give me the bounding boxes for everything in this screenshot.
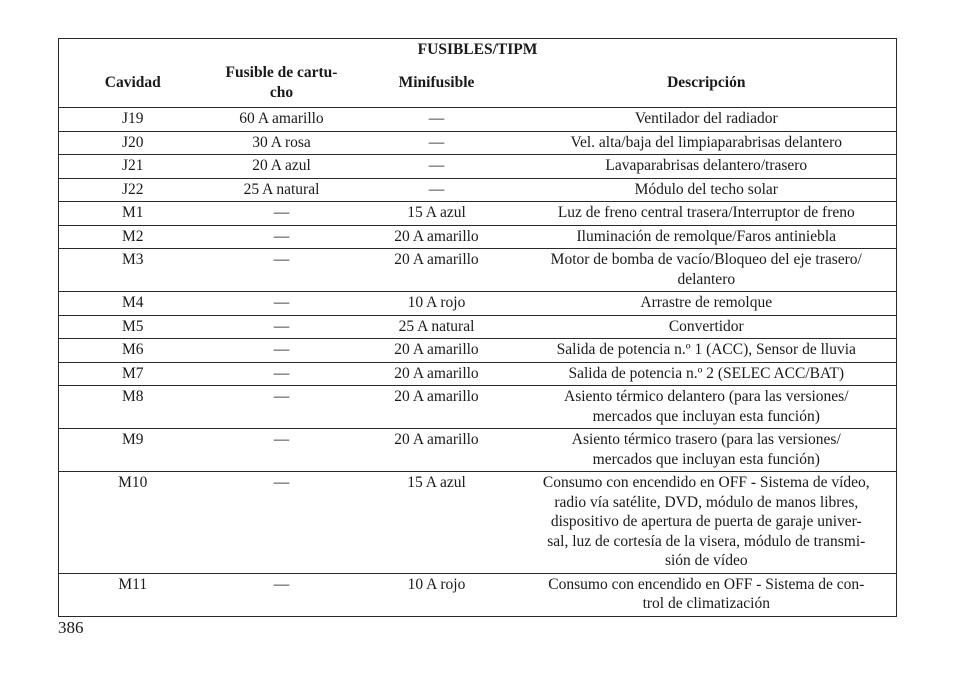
cell-description	[517, 131, 897, 155]
table-row	[59, 339, 897, 363]
cell-minifuse: 20 A amarillo	[357, 386, 517, 429]
cell-cavity: J22	[59, 178, 207, 202]
cell-cavity: M10	[59, 472, 207, 574]
cell-cavity: M9	[59, 429, 207, 472]
cell-minifuse: —	[357, 108, 517, 132]
header-cartridge-line2: cho	[269, 83, 294, 101]
description-line: Luz de freno central trasera/Interruptor de freno	[557, 204, 855, 221]
cell-cartridge-fuse: —	[207, 429, 357, 472]
cell-cartridge-fuse: —	[207, 386, 357, 429]
cell-cartridge-fuse: —	[207, 362, 357, 386]
cell-cavity: M5	[59, 315, 207, 339]
cell-minifuse: 15 A azul	[357, 202, 517, 226]
cell-description	[517, 225, 897, 249]
cell-cavity: M11	[59, 573, 207, 616]
description-line: sión de vídeo	[664, 552, 748, 569]
table-row	[59, 315, 897, 339]
table-row	[59, 131, 897, 155]
description-line: delantero	[677, 270, 736, 288]
cell-minifuse: 10 A rojo	[357, 573, 517, 616]
cell-cavity: J20	[59, 131, 207, 155]
cell-minifuse: 20 A amarillo	[357, 249, 517, 292]
cell-cavity: M7	[59, 362, 207, 386]
description-line: trol de climatización	[642, 595, 770, 612]
cell-cartridge-fuse: —	[207, 472, 357, 574]
table-header-row	[59, 62, 897, 108]
cell-description	[517, 573, 897, 616]
header-description: Descripción	[517, 62, 897, 108]
cell-cavity: J21	[59, 155, 207, 179]
cell-description	[517, 386, 897, 429]
cell-cartridge-fuse: —	[207, 292, 357, 316]
table-row	[59, 249, 897, 292]
cell-minifuse: —	[357, 155, 517, 179]
table-row	[59, 155, 897, 179]
cell-minifuse: 10 A rojo	[357, 292, 517, 316]
cell-minifuse: 20 A amarillo	[357, 339, 517, 363]
description-line: Lavaparabrisas delantero/trasero	[605, 157, 808, 174]
table-row	[59, 292, 897, 316]
description-line: Consumo con encendido en OFF - Sistema de vídeo,	[542, 474, 870, 491]
cell-description	[517, 472, 897, 574]
cell-minifuse: —	[357, 131, 517, 155]
description-line: sal, luz de cortesía de la visera, módulo de transmi-	[547, 532, 866, 550]
table-row	[59, 202, 897, 226]
description-line: Vel. alta/baja del limpiaparabrisas delantero	[570, 133, 843, 151]
cell-cartridge-fuse: —	[207, 315, 357, 339]
description-line: Módulo del techo solar	[634, 180, 778, 198]
cell-description	[517, 429, 897, 472]
header-cavity: Cavidad	[59, 62, 207, 108]
cell-cavity: M4	[59, 292, 207, 316]
description-line: radio vía satélite, DVD, módulo de manos libres,	[554, 493, 859, 511]
description-line: Motor de bomba de vacío/Bloqueo del eje trasero/	[550, 251, 862, 268]
table-row	[59, 108, 897, 132]
cell-cavity: M8	[59, 386, 207, 429]
cell-description	[517, 362, 897, 386]
cell-minifuse: 15 A azul	[357, 472, 517, 574]
cell-cartridge-fuse: 20 A azul	[207, 155, 357, 179]
description-line: Arrastre de remolque	[640, 294, 773, 311]
header-cartridge-line1: Fusible de cartu-	[225, 64, 338, 81]
cell-minifuse: 20 A amarillo	[357, 225, 517, 249]
cell-cartridge-fuse: 25 A natural	[207, 178, 357, 202]
cell-minifuse: —	[357, 178, 517, 202]
description-line: Asiento térmico trasero (para las versiones/	[571, 431, 841, 448]
cell-cavity: M2	[59, 225, 207, 249]
table-body	[59, 108, 897, 617]
table-row	[59, 472, 897, 574]
description-line: Asiento térmico delantero (para las versiones/	[564, 388, 849, 405]
cell-minifuse: 25 A natural	[357, 315, 517, 339]
cell-cartridge-fuse: —	[207, 339, 357, 363]
description-line: Iluminación de remolque/Faros antiniebla	[576, 227, 837, 245]
cell-cavity: M1	[59, 202, 207, 226]
description-line: Consumo con encendido en OFF - Sistema de con-	[548, 575, 865, 593]
cell-description	[517, 339, 897, 363]
cell-cartridge-fuse: 30 A rosa	[207, 131, 357, 155]
description-line: dispositivo de apertura de puerta de garaje univer-	[550, 513, 862, 530]
cell-description	[517, 249, 897, 292]
description-line: mercados que incluyan esta función)	[592, 407, 820, 425]
cell-description	[517, 315, 897, 339]
cell-description	[517, 108, 897, 132]
description-line: Salida de potencia n.º 2 (SELEC ACC/BAT)	[568, 364, 845, 382]
table-row	[59, 386, 897, 429]
cell-cartridge-fuse: 60 A amarillo	[207, 108, 357, 132]
cell-cavity: M3	[59, 249, 207, 292]
table-row	[59, 429, 897, 472]
cell-description	[517, 178, 897, 202]
description-line: Ventilador del radiador	[634, 110, 778, 127]
cell-description	[517, 155, 897, 179]
description-line: Convertidor	[668, 317, 744, 335]
table-title: FUSIBLES/TIPM	[59, 39, 897, 63]
description-line: mercados que incluyan esta función)	[592, 450, 820, 468]
cell-minifuse: 20 A amarillo	[357, 429, 517, 472]
cell-cartridge-fuse: —	[207, 249, 357, 292]
cell-cavity: M6	[59, 339, 207, 363]
cell-minifuse: 20 A amarillo	[357, 362, 517, 386]
table-row	[59, 362, 897, 386]
table-title-row	[59, 39, 897, 63]
header-cartridge-fuse	[207, 62, 357, 108]
cell-description	[517, 202, 897, 226]
cell-cartridge-fuse: —	[207, 573, 357, 616]
table-row	[59, 178, 897, 202]
cell-description	[517, 292, 897, 316]
page-number: 386	[58, 618, 84, 637]
cell-cartridge-fuse: —	[207, 225, 357, 249]
table-row	[59, 225, 897, 249]
description-line: Salida de potencia n.º 1 (ACC), Sensor de lluvia	[556, 341, 856, 358]
fuse-table	[58, 38, 897, 617]
header-minifuse: Minifusible	[357, 62, 517, 108]
cell-cavity: J19	[59, 108, 207, 132]
cell-cartridge-fuse: —	[207, 202, 357, 226]
table-row	[59, 573, 897, 616]
